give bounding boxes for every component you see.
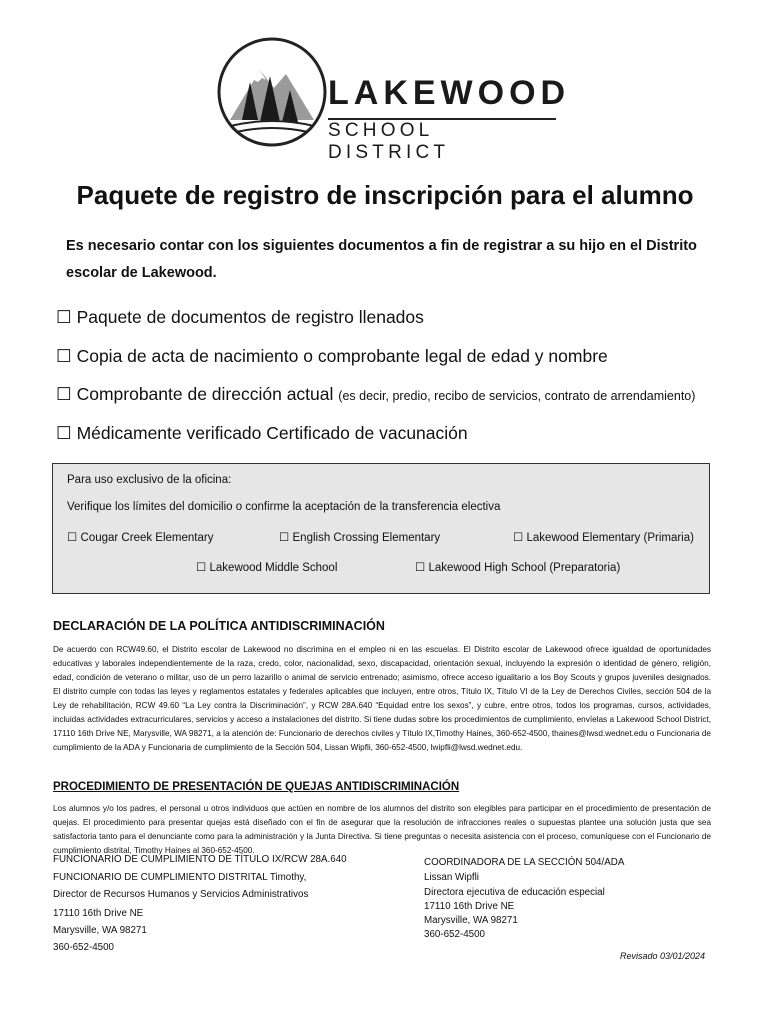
school-option-label: Lakewood High School (Preparatoria)	[428, 562, 621, 574]
contact-line: FUNCIONARIO DE CUMPLIMIENTO DISTRITAL Timothy,	[53, 872, 307, 883]
checkbox-icon[interactable]: ☐	[56, 384, 72, 404]
policy-heading: DECLARACIÓN DE LA POLÍTICA ANTIDISCRIMINACIÓN	[53, 619, 385, 633]
contact-line: 360-652-4500	[424, 929, 486, 940]
contact-line: Director de Recursos Humanos y Servicios Administrativos	[53, 889, 309, 900]
checklist-item	[56, 302, 695, 341]
checklist-item	[56, 418, 695, 457]
document-checklist	[56, 302, 695, 456]
school-option[interactable]	[513, 530, 694, 544]
contact-line: FUNCIONARIO DE CUMPLIMIENTO DE TÍTULO IX/RCW 28A.640	[53, 854, 347, 865]
checkbox-icon[interactable]: ☐	[279, 532, 290, 544]
page-title: Paquete de registro de inscripción para el alumno	[76, 180, 694, 210]
school-option[interactable]	[196, 560, 337, 574]
checkbox-icon[interactable]: ☐	[415, 562, 426, 574]
contact-line: 360-652-4500	[53, 942, 115, 953]
revision-date: Revisado 03/01/2024	[620, 951, 706, 961]
contact-right	[424, 857, 624, 943]
contact-line: Directora ejecutiva de educación especial	[424, 887, 605, 898]
mountain-tree-emblem-icon	[216, 36, 328, 148]
checkbox-icon[interactable]: ☐	[56, 307, 72, 327]
school-option-label: English Crossing Elementary	[292, 532, 441, 544]
logo-subtitle: SCHOOL DISTRICT	[328, 120, 450, 163]
checkbox-icon[interactable]: ☐	[196, 562, 207, 574]
school-option-label: Lakewood Middle School	[209, 562, 338, 574]
checklist-item-label: Médicamente verificado Certificado de vacunación	[76, 422, 468, 443]
checklist-item-label: Paquete de documentos de registro llenados	[76, 307, 424, 327]
checkbox-icon[interactable]: ☐	[67, 532, 78, 544]
contact-left	[53, 854, 347, 958]
school-option[interactable]	[67, 530, 213, 544]
district-logo	[216, 36, 571, 163]
school-option[interactable]	[279, 530, 440, 544]
contact-line: 17110 16th Drive NE	[53, 908, 144, 919]
checkbox-icon[interactable]: ☐	[513, 532, 524, 544]
contact-line: 17110 16th Drive NE	[424, 901, 515, 912]
contact-line: Lissan Wipfli	[424, 872, 479, 883]
contact-line: COORDINADORA DE LA SECCIÓN 504/ADA	[424, 857, 625, 868]
complaint-heading: PROCEDIMIENTO DE PRESENTACIÓN DE QUEJAS ANTIDISCRIMINACIÓN	[53, 781, 460, 793]
contact-line: Marysville, WA 98271	[424, 915, 518, 926]
checklist-item-label: Copia de acta de nacimiento o comprobante legal de edad y nombre	[76, 345, 608, 366]
checkbox-icon[interactable]: ☐	[56, 422, 72, 443]
contact-line: Marysville, WA 98271	[53, 925, 147, 936]
office-use-box	[52, 463, 710, 594]
checklist-item-label: Comprobante de dirección actual	[76, 384, 334, 404]
policy-body: De acuerdo con RCW49.60, el Distrito escolar de Lakewood no discrimina en el empleo ni en las escuelas. El Distrito escolar de Lakewood ofrece igualdad de oportunidades educativas y laborales independientemente de la raza, credo, color, nacionalidad, sexo, discapacidad, orientación sexual, incluyendo la expresión o identidad de género, religión, edad, condición de veterano o militar, uso de un perro lazarillo o animal de servicio entrenado; asimismo, ofrece acceso igualitario a los Boy Scouts y grupos juveniles designados. El distrito cumple con todas las leyes y reglamentos estatales y federales aplicables que incluyen, entre otros, Título IX, Título VI de la Ley de Derechos Civiles, sección 504 de la Ley de rehabilitación, RCW 49.60 “La Ley contra la Discriminación”, y RCW 28A.640 “Equidad entre los sexos”, y cubre, entre otros, todos los programas, cursos, actividades, incluidas actividades extracurriculares, servicios y acceso a instalaciones del distrito. Si tiene dudas sobre los procedimientos de cumplimiento, envíelas a Lakewood School District, 17110 16th Drive NE, Marysville, WA 98271, a la atención de: Funcionario de derechos civiles y Título IX,Timothy Haines, 360-652-4500, thaines@lwsd.wednet.edu o Funcionaria de cumplimiento de la ADA y Funcionaria de cumplimiento de la Sección 504, Lissan Wipfli, 360-652-4500, lwipfli@lwsd.wednet.edu.	[53, 645, 711, 752]
school-option[interactable]	[415, 560, 620, 574]
office-use-label: Para uso exclusivo de la oficina:	[67, 474, 232, 486]
school-option-label: Lakewood Elementary (Primaria)	[526, 532, 694, 544]
checklist-item-note: (es decir, predio, recibo de servicios, contrato de arrendamiento)	[338, 389, 696, 403]
office-instruction: Verifique los límites del domicilio o confirme la aceptación de la transferencia electiva	[67, 501, 501, 513]
logo-name: LAKEWOOD	[328, 74, 571, 112]
checkbox-icon[interactable]: ☐	[56, 345, 72, 366]
school-option-label: Cougar Creek Elementary	[80, 532, 214, 544]
checklist-item	[56, 341, 695, 380]
checklist-item	[56, 379, 695, 418]
complaint-body: Los alumnos y/o los padres, el personal u otros individuos que actúen en nombre de los alumnos del distrito son elegibles para participar en el procedimiento de presentación de quejas. El procedimiento para presentar quejas está diseñado con el fin de asegurar que la resolución de infracciones reales o supuestas plantee una solución justa que sea satisfactoria tanto para el denunciante como para la administración y la Junta Directiva. Si tiene preguntas o necesita asistencia con el proceso, comuníquese con el Funcionario de cumplimiento distrital, Timothy Haines al 360-652-4500.	[53, 804, 711, 855]
intro-text: Es necesario contar con los siguientes documentos a fin de registrar a su hijo en el Distrito escolar de Lakewood.	[66, 238, 697, 281]
